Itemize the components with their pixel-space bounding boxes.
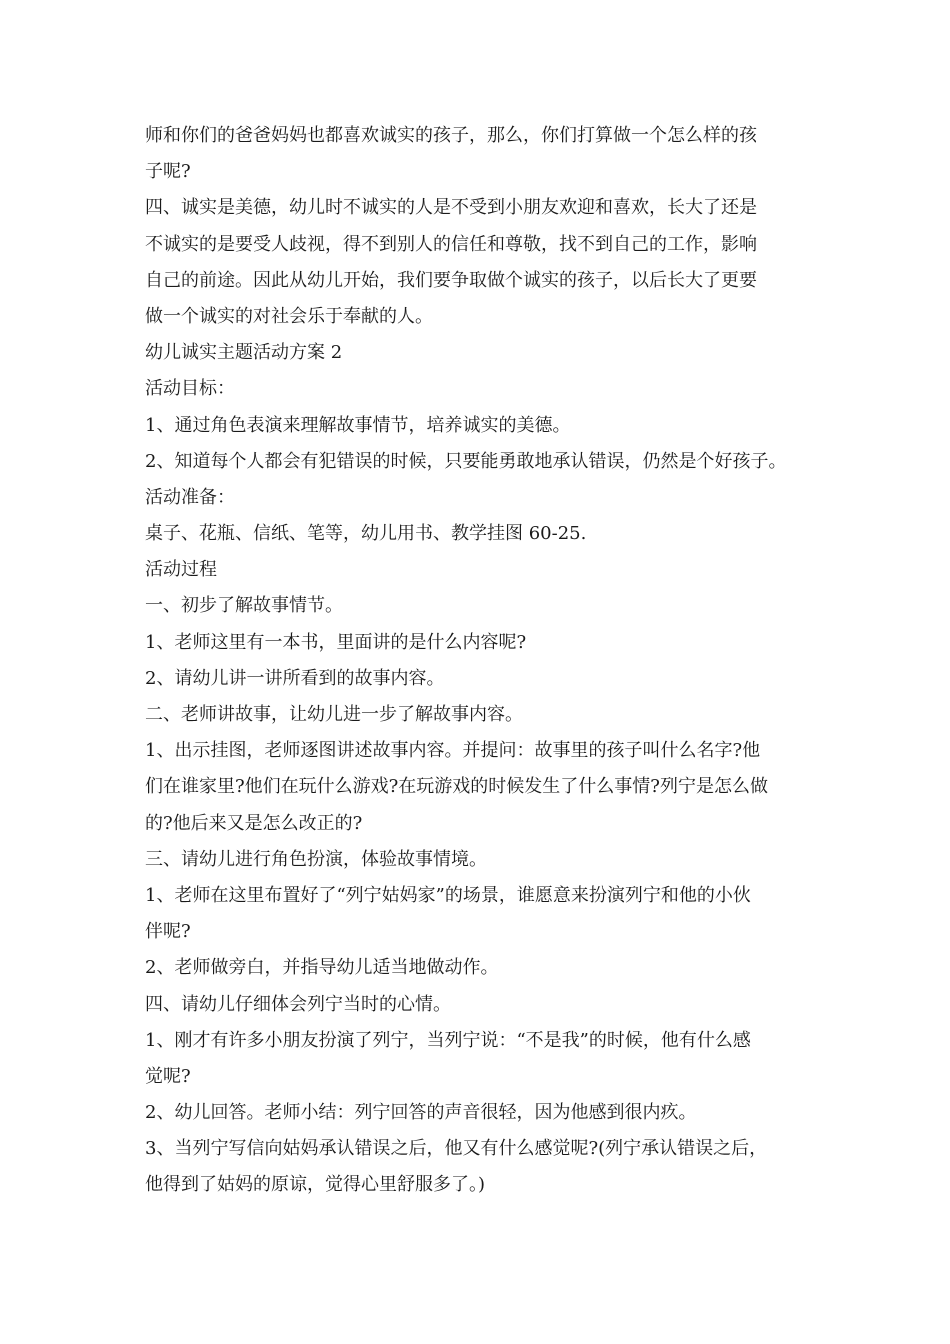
text-line: 二、老师讲故事，让幼儿进一步了解故事内容。	[145, 704, 523, 725]
text-line: 1、通过角色表演来理解故事情节，培养诚实的美德。	[145, 414, 571, 436]
text-line: 桌子、花瓶、信纸、笔等，幼儿用书、教学挂图 60-25.	[145, 523, 587, 545]
text-line: 四、请幼儿仔细体会列宁当时的心情。	[145, 993, 451, 1015]
text-line: 四、诚实是美德，幼儿时不诚实的人是不受到小朋友欢迎和喜欢，长大了还是	[145, 197, 757, 219]
text-line: 1、老师这里有一本书，里面讲的是什么内容呢?	[145, 631, 527, 653]
text-line: 2、知道每个人都会有犯错误的时候，只要能勇敢地承认错误，仍然是个好孩子。	[145, 450, 787, 472]
subheading: 活动过程	[145, 559, 217, 581]
text-line: 3、当列宁写信向姑妈承认错误之后，他又有什么感觉呢?(列宁承认错误之后，	[145, 1138, 768, 1160]
text-line: 一、初步了解故事情节。	[145, 595, 343, 617]
text-line: 们在谁家里?他们在玩什么游戏?在玩游戏的时候发生了什么事情?列宁是怎么做	[145, 776, 768, 798]
text-line: 1、老师在这里布置好了“列宁姑妈家”的场景，谁愿意来扮演列宁和他的小伙	[145, 884, 751, 906]
document-body	[145, 118, 825, 1204]
text-line: 2、请幼儿讲一讲所看到的故事内容。	[145, 667, 445, 689]
text-line: 做一个诚实的对社会乐于奉献的人。	[145, 305, 433, 327]
text-line: 1、出示挂图，老师逐图讲述故事内容。并提问：故事里的孩子叫什么名字?他	[145, 740, 761, 762]
text-line: 子呢?	[145, 161, 191, 183]
section-title: 幼儿诚实主题活动方案 2	[145, 342, 343, 364]
text-line: 觉呢?	[145, 1065, 191, 1087]
text-line: 不诚实的是要受人歧视，得不到别人的信任和尊敬，找不到自己的工作，影响	[145, 233, 757, 255]
text-line: 自己的前途。因此从幼儿开始，我们要争取做个诚实的孩子，以后长大了更要	[145, 269, 757, 291]
text-line: 1、刚才有许多小朋友扮演了列宁，当列宁说：“不是我”的时候，他有什么感	[145, 1029, 751, 1051]
text-line: 2、老师做旁白，并指导幼儿适当地做动作。	[145, 957, 499, 979]
subheading: 活动准备：	[145, 486, 235, 508]
subheading: 活动目标：	[145, 378, 235, 400]
text-line: 伴呢?	[145, 921, 191, 943]
text-line: 的?他后来又是怎么改正的?	[145, 812, 363, 834]
text-line: 三、请幼儿进行角色扮演，体验故事情境。	[145, 848, 487, 870]
text-line: 2、幼儿回答。老师小结：列宁回答的声音很轻，因为他感到很内疚。	[145, 1102, 697, 1124]
text-line: 他得到了姑妈的原谅，觉得心里舒服多了。)	[145, 1174, 486, 1196]
text-line: 师和你们的爸爸妈妈也都喜欢诚实的孩子，那么，你们打算做一个怎么样的孩	[145, 125, 757, 146]
